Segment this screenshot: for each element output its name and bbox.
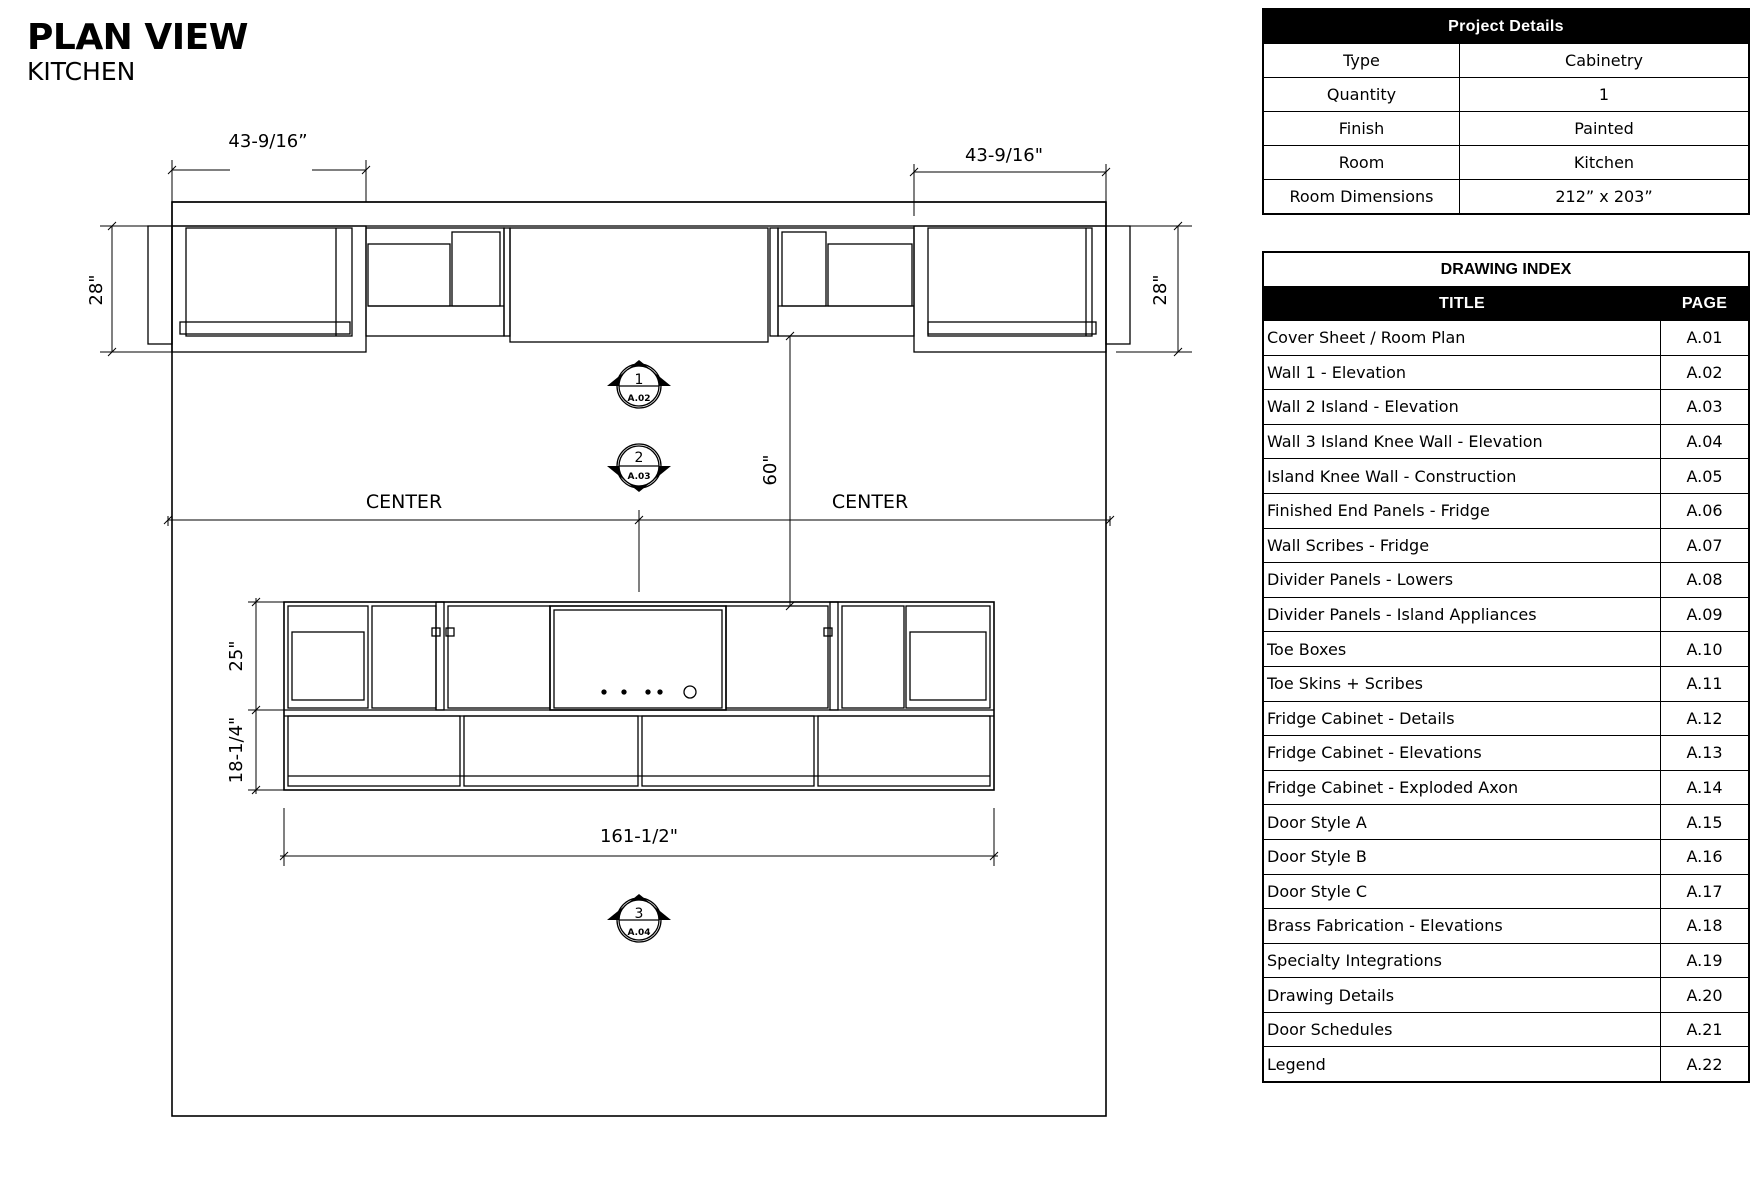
drawing-index-row <box>1263 390 1749 425</box>
drawing-index-col-title: TITLE <box>1263 287 1661 321</box>
upper-left-dimension <box>168 160 370 202</box>
left-depth-label: 28" <box>86 274 107 306</box>
island-length-label: 161-1/2" <box>599 826 679 847</box>
right-base-door <box>782 232 826 306</box>
drawing-index-page-cell: A.10 <box>1661 632 1750 667</box>
marker-3-number: 3 <box>634 906 644 922</box>
drawing-index-title: DRAWING INDEX <box>1263 252 1749 287</box>
drawing-index-title-cell: Divider Panels - Island Appliances <box>1263 597 1661 632</box>
drawing-index-row <box>1263 563 1749 598</box>
right-depth-label: 28" <box>1150 274 1171 306</box>
drawing-index-row <box>1263 736 1749 771</box>
drawing-index-row <box>1263 528 1749 563</box>
drawing-index-page-cell: A.14 <box>1661 770 1750 805</box>
drawing-index-title-cell: Fridge Cabinet - Details <box>1263 701 1661 736</box>
left-fridge-box <box>186 228 352 336</box>
drawing-index-page-cell: A.06 <box>1661 493 1750 528</box>
drawing-index-title-cell: Wall 3 Island Knee Wall - Elevation <box>1263 424 1661 459</box>
right-fridge-box <box>928 228 1092 336</box>
center-range-cabinet <box>510 228 768 342</box>
drawing-index-row <box>1263 1047 1749 1082</box>
drawing-index-page-cell: A.02 <box>1661 355 1750 390</box>
project-detail-row <box>1263 112 1749 146</box>
island <box>284 602 994 790</box>
island-lower-depth-label: 18-1/4" <box>226 716 247 784</box>
project-detail-row <box>1263 146 1749 180</box>
drawing-index-title-cell: Island Knee Wall - Construction <box>1263 459 1661 494</box>
drawing-index-title-cell: Cover Sheet / Room Plan <box>1263 321 1661 356</box>
marker-2-ref: A.03 <box>627 472 651 482</box>
drawing-index-title-cell: Fridge Cabinet - Elevations <box>1263 736 1661 771</box>
left-divider-panel <box>504 228 510 336</box>
drawing-index-row <box>1263 459 1749 494</box>
left-base-door <box>452 232 500 306</box>
drawing-index-page-cell: A.08 <box>1661 563 1750 598</box>
project-detail-value: Cabinetry <box>1460 44 1750 78</box>
drawing-index-row <box>1263 874 1749 909</box>
drawing-index-title-cell: Toe Boxes <box>1263 632 1661 667</box>
drawing-index-row <box>1263 424 1749 459</box>
drawing-index-page-cell: A.04 <box>1661 424 1750 459</box>
drawing-index-page-cell: A.20 <box>1661 978 1750 1013</box>
right-fridge-cabinet <box>914 226 1106 352</box>
right-fridge-base <box>928 322 1096 334</box>
drawing-index-table <box>1262 251 1750 1083</box>
project-detail-label: Room <box>1263 146 1460 180</box>
project-detail-row <box>1263 78 1749 112</box>
project-detail-row <box>1263 180 1749 215</box>
project-detail-row <box>1263 44 1749 78</box>
drawing-index-row <box>1263 355 1749 390</box>
drawing-index-page-cell: A.09 <box>1661 597 1750 632</box>
marker-1-number: 1 <box>634 372 644 388</box>
right-divider-panel <box>770 228 778 336</box>
project-detail-value: Painted <box>1460 112 1750 146</box>
drawing-index-title-cell: Wall 2 Island - Elevation <box>1263 390 1661 425</box>
drawing-index-title-cell: Drawing Details <box>1263 978 1661 1013</box>
page-subtitle: KITCHEN <box>27 57 136 86</box>
drawing-index-page-cell: A.21 <box>1661 1012 1750 1047</box>
marker-3-ref: A.04 <box>627 928 651 938</box>
drawing-index-row <box>1263 701 1749 736</box>
drawing-index-title-cell: Door Style C <box>1263 874 1661 909</box>
drawing-index-page-cell: A.03 <box>1661 390 1750 425</box>
drawing-index-title-cell: Door Schedules <box>1263 1012 1661 1047</box>
drawing-index-title-cell: Specialty Integrations <box>1263 943 1661 978</box>
project-detail-label: Type <box>1263 44 1460 78</box>
drawing-index-title-cell: Door Style A <box>1263 805 1661 840</box>
drawing-index-page-cell: A.11 <box>1661 666 1750 701</box>
upper-right-width-label: 43-9/16" <box>964 145 1044 166</box>
drawing-index-row <box>1263 770 1749 805</box>
drawing-index-row <box>1263 805 1749 840</box>
drawing-index-page-cell: A.05 <box>1661 459 1750 494</box>
project-details-table <box>1262 8 1750 215</box>
center-left-label: CENTER <box>365 491 443 513</box>
drawing-index-rows <box>1263 321 1749 1083</box>
drawing-index-title-cell: Wall 1 - Elevation <box>1263 355 1661 390</box>
drawing-index-page-cell: A.18 <box>1661 909 1750 944</box>
drawing-index-title-cell: Divider Panels - Lowers <box>1263 563 1661 598</box>
island-depth-dimensions <box>248 598 284 794</box>
drawing-index-title-cell: Toe Skins + Scribes <box>1263 666 1661 701</box>
aisle-label: 60" <box>760 454 781 486</box>
drawing-index-row <box>1263 597 1749 632</box>
project-details-rows <box>1263 44 1749 215</box>
drawing-index-row <box>1263 839 1749 874</box>
drawing-index-row <box>1263 321 1749 356</box>
right-base-drawer <box>828 244 912 306</box>
drawing-index-row <box>1263 666 1749 701</box>
drawing-index-col-page: PAGE <box>1661 287 1750 321</box>
upper-left-width-label: 43-9/16” <box>228 131 308 152</box>
drawing-index-row <box>1263 1012 1749 1047</box>
project-detail-value: 1 <box>1460 78 1750 112</box>
room-outline <box>172 202 1106 1116</box>
drawing-index-page-cell: A.16 <box>1661 839 1750 874</box>
page-title: PLAN VIEW <box>27 17 248 58</box>
drawing-index-row <box>1263 909 1749 944</box>
upper-right-dimension <box>910 164 1110 216</box>
drawing-index-title-cell: Finished End Panels - Fridge <box>1263 493 1661 528</box>
left-base-drawer <box>368 244 450 306</box>
drawing-index-page-cell: A.22 <box>1661 1047 1750 1082</box>
drawing-index-title-cell: Brass Fabrication - Elevations <box>1263 909 1661 944</box>
drawing-index-page-cell: A.17 <box>1661 874 1750 909</box>
drawing-index-title-cell: Fridge Cabinet - Exploded Axon <box>1263 770 1661 805</box>
project-details-title: Project Details <box>1263 9 1749 44</box>
drawing-index-row <box>1263 943 1749 978</box>
left-fridge-base <box>180 322 350 334</box>
drawing-index-row <box>1263 632 1749 667</box>
left-fridge-cabinet <box>172 226 366 352</box>
drawing-index-row <box>1263 978 1749 1013</box>
left-end-panel <box>148 226 172 344</box>
project-detail-label: Room Dimensions <box>1263 180 1460 215</box>
drawing-index-page-cell: A.19 <box>1661 943 1750 978</box>
center-dimension <box>164 510 1114 592</box>
drawing-index-title-cell: Wall Scribes - Fridge <box>1263 528 1661 563</box>
project-detail-label: Quantity <box>1263 78 1460 112</box>
drawing-index-row <box>1263 493 1749 528</box>
project-detail-value: 212” x 203” <box>1460 180 1750 215</box>
marker-1-ref: A.02 <box>627 394 651 404</box>
drawing-index-title-cell: Door Style B <box>1263 839 1661 874</box>
project-detail-label: Finish <box>1263 112 1460 146</box>
right-end-panel <box>1106 226 1130 344</box>
drawing-index-page-cell: A.12 <box>1661 701 1750 736</box>
drawing-index-page-cell: A.13 <box>1661 736 1750 771</box>
marker-2-number: 2 <box>634 450 644 466</box>
center-right-label: CENTER <box>831 491 909 513</box>
island-upper-depth-label: 25" <box>226 640 247 672</box>
drawing-index-page-cell: A.15 <box>1661 805 1750 840</box>
aisle-dimension <box>786 332 794 610</box>
left-depth-dimension <box>100 222 172 356</box>
drawing-index-page-cell: A.01 <box>1661 321 1750 356</box>
drawing-index-page-cell: A.07 <box>1661 528 1750 563</box>
drawing-index-title-cell: Legend <box>1263 1047 1661 1082</box>
project-detail-value: Kitchen <box>1460 146 1750 180</box>
countertop <box>172 202 1106 226</box>
